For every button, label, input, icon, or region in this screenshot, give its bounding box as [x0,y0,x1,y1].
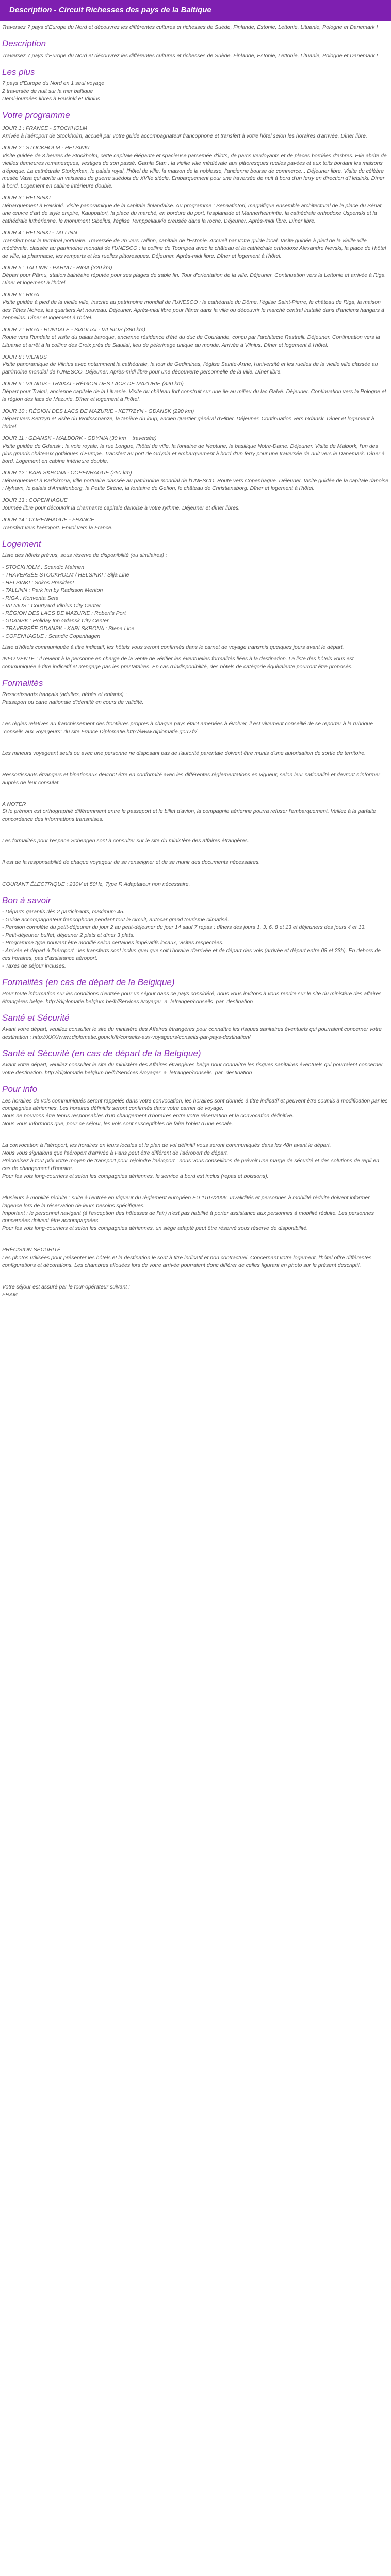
page-title: Description - Circuit Richesses des pays de la Baltique [0,0,391,21]
pourinfo-line: Pour les vols long-courriers et selon les compagnies aériennes, le service à bord est inclus (repas et boissons). [2,1173,269,1179]
pourinfo-line: La convocation à l'aéroport, les horaires en leurs locales et le plan de vol définitif vous seront communiqués dans les 48h avant le départ. [2,1142,331,1149]
pourinfo-line: Plusieurs à mobilité réduite : suite à l'entrée en vigueur du règlement européen EU 1107/2006, Invalidités et personnes à mobilité réduite doivent informer l'agence lors de la réservation de leurs besoins spécifiques. [2,1194,370,1209]
bonasavoir-line: - Départs garantis dès 2 participants, maximum 45. [2,909,125,916]
day-title: JOUR 13 : COPENHAGUE [2,497,68,504]
day-title: JOUR 10 : RÉGION DES LACS DE MAZURIE - KETRZYN - GDANSK (290 km) [2,408,194,414]
day-text: Départ pour Pärnu, station balnéaire réputée pour ses plages de sable fin. Tour d'orientation de la ville. Déjeuner. Continuation vers la Lettonie et arrivée à Riga. Dîner et logement à l'hôtel. [2,272,386,286]
day-text: Débarquement à Helsinki. Visite panoramique de la capitale finlandaise. Au programme : Senaatintori, magnifique ensemble architectural de la place du Sénat, une œuvre d'art de style empire, Kauppatori, la place du marché, en bordure du port, l'esplanade et Mannerheimintie, la cathédrale orthodoxe Uspenski et la cathédrale luthérienne, le monument Sibelius, l'église Temppeliaukio creusée dans la roche. Déjeuner. Après-midi libre. Dîner libre. [2,202,383,224]
day-title: JOUR 12 : KARLSKRONA - COPENHAGUE (250 km) [2,470,132,477]
formalites-line: Les règles relatives au franchissement des frontières propres à chaque pays étant amenées à évoluer, il est vivement conseillé de se reporter à la rubrique "conseils aux voyageurs" du site France Diplomatie.http://www.diplomatie.gouv.fr/ [2,720,373,735]
day-text: Visite guidée de Gdansk : la voie royale, la rue Longue, l'hôtel de ville, la fontaine de Neptune, la basilique Notre-Dame. Déjeuner. Visite de Malbork, l'un des plus grands châteaux gothiques d'Europe. Transfert au port de Gdynia et embarquement à bord d'un ferry pour une traversée de nuit vers le Danemark. Dîner à bord. Logement en cabine intérieure double. [2,443,385,465]
formalites-be-heading: Formalités (en cas de départ de la Belgique) [2,977,175,987]
formalites-line: Les formalités pour l'espace Schengen sont à consulter sur le site du ministère des affaires étrangères. [2,838,249,844]
day-text: Journée libre pour découvrir la charmante capitale danoise à votre rythme. Déjeuner et dîner libres. [2,504,240,511]
hotel-item: - COPENHAGUE : Scandic Copenhagen [2,633,101,640]
pourinfo-line: Nous ne pouvons être tenus responsables d'un changement d'horaires entre votre réservation et la convocation définitive. [2,1113,294,1120]
spacer [2,1133,389,1137]
pourinfo-line: Pour les vols long-courriers et selon les compagnies aériennes, un siège adapté peut être réservé sous réserve de disponibilité. [2,1225,308,1232]
hotel-list [2,564,389,640]
day-title: JOUR 8 : VILNIUS [2,353,47,360]
formalites-line: Il est de la responsabilité de chaque voyageur de se renseigner et de se munir des documents nécessaires. [2,859,260,866]
hotel-item: - VILNIUS : Courtyard Vilnius City Center [2,602,101,609]
day-title: JOUR 3 : HELSINKI [2,195,51,201]
pourinfo-line: PRÉCISION SÉCURITÉ [2,1247,61,1253]
spacer [2,1238,389,1241]
bonasavoir-heading: Bon à savoir [2,895,51,905]
pourinfo-lines [2,1097,389,1299]
formalites-line: Passeport ou carte nationale d'identité en cours de validité. [2,699,144,706]
day-text: Transfert vers l'aéroport. Envol vers la France. [2,524,113,531]
logement-heading: Logement [2,538,41,549]
day-title: JOUR 14 : COPENHAGUE - FRANCE [2,516,95,523]
hotel-item: - GDANSK : Holiday Inn Gdansk City Center [2,618,109,624]
pourinfo-heading: Pour info [2,1084,38,1094]
description-heading: Description [2,39,46,49]
spacer [2,872,389,875]
logement-intro: Liste des hôtels prévus, sous réserve de disponibilité (ou similaires) : [2,552,167,559]
plus-item: 7 pays d'Europe du Nord en 1 seul voyage [2,80,105,87]
day-title: JOUR 1 : FRANCE - STOCKHOLM [2,125,87,131]
day-title: JOUR 4 : HELSINKI - TALLINN [2,229,77,236]
spacer [2,762,389,766]
day-title: JOUR 11 : GDANSK - MALBORK - GDYNIA (30 km + traversée) [2,435,157,442]
formalites-heading: Formalités [2,677,43,688]
bonasavoir-line: - Arrivée et départ à l'aéroport : les transferts sont inclus quel que soit l'horaire d'arrivée et de départ des vols (arrivée et départ entre 08 et 23h). En dehors de ces horaires, pas d'assistance aéroport. [2,947,381,961]
spacer [2,741,389,744]
plus-heading: Les plus [2,66,35,77]
spacer [2,711,389,715]
bonasavoir-line: - Taxes de séjour incluses. [2,962,66,969]
formalites-be-text: Pour toute information sur les conditions d'entrée pour un séjour dans ce pays considéré, nous vous invitons à vous rendre sur le site du ministère des affaires étrangères belge. http://diplomatie.belgium.be/fr/Services /voyager_a_letranger/conseils_par_destination [2,990,382,1005]
pourinfo-line: Votre séjour est assuré par le tour-opérateur suivant : [2,1283,131,1290]
pourinfo-line: FRAM [2,1291,18,1298]
formalites-line: Ressortissants français (adultes, bébés et enfants) : [2,691,127,698]
sante-be-heading: Santé et Sécurité (en cas de départ de la Belgique) [2,1048,201,1058]
hotel-item: - RÉGION DES LACS DE MAZURIE : Robert's Port [2,610,126,617]
plus-list [2,80,389,103]
bonasavoir-line: - Guide accompagnateur francophone pendant tout le circuit, autocar grand tourisme climatisé. [2,917,230,923]
formalites-lines [2,691,389,888]
day-text: Départ pour Trakai, ancienne capitale de la Lituanie. Visite du château fort construit sur une île au milieu du lac Galvé. Déjeuner. Continuation vers la Pologne et la région des lacs de Mazurie. Dîner et logement à l'hôtel. [2,388,386,403]
pourinfo-line: Les photos utilisées pour présenter les hôtels et la destination le sont à titre indicatif et non contractuel. Concernant votre logement, l'hôtel offre différentes configurations et décorations. Les chambres allouées lors de votre arrivée pourraient donc différer de celles figurant en photo sur le présent descriptif. [2,1255,372,1269]
pourinfo-line: Important : le personnel navigant (à l'exception des hôtesses de l'air) n'est pas habilité à porter assistance aux personnes à mobilité réduite. Les personnes concernées doivent être accompagnées. [2,1210,374,1224]
sante-heading: Santé et Sécurité [2,1012,70,1023]
plus-item: Demi-journées libres à Helsinki et Vilnius [2,95,101,102]
spacer [2,1275,389,1278]
day-text: Débarquement à Karlskrona, ville portuaire classée au patrimoine mondial de l'UNESCO. Route vers Copenhague. Déjeuner. Visite guidée de la capitale danoise : Nyhavn, le palais d'Amalienborg, la Petite Sirène, la fontaine de Gefion, le château de Christiansborg. Dîner et logement à l'hôtel. [2,478,389,492]
hotel-item: - RIGA : Konventa Seta [2,595,59,601]
hotel-item: - TRAVERSÉE STOCKHOLM / HELSINKI : Silja Line [2,571,129,578]
description-text: Traversez 7 pays d'Europe du Nord et découvrez les différentes cultures et richesses de Suède, Finlande, Estonie, Lettonie, Lituanie, Pologne et Danemark ! [2,52,378,59]
day-title: JOUR 9 : VILNIUS - TRAKAI - RÉGION DES LACS DE MAZURIE (320 km) [2,381,184,387]
plus-item: 2 traversée de nuit sur la mer baltique [2,88,93,94]
formalites-line: Les mineurs voyageant seuls ou avec une personne ne disposant pas de l'autorité parentale doivent être munis d'une autorisation de sortie de territoire. [2,750,366,756]
hotel-item: - TRAVERSÉE GDANSK - KARLSKRONA : Stena Line [2,625,135,632]
formalites-line: A NOTER [2,801,26,807]
programme-heading: Votre programme [2,110,70,120]
bonasavoir-line: - Petit-déjeuner buffet, déjeuner 2 plats et dîner 3 plats. [2,932,135,939]
programme-days [2,125,389,532]
day-text: Transfert pour le terminal portuaire. Traversée de 2h vers Tallinn, capitale de l'Estonie. Accueil par votre guide local. Visite guidée à pied de la vieille ville médiévale, classée au patrimoine mondial de l'UNESCO : la colline de Toompea avec le château et la cathédrale orthodoxe Alexandre Nevski, la place de l'hôtel de ville, la pharmacie, les remparts et les ruelles pittoresques. Déjeuner. Après-midi libre. Dîner et logement à l'hôtel. [2,237,386,259]
spacer [2,792,389,795]
day-text: Visite guidée de 3 heures de Stockholm, cette capitale élégante et spacieuse parsemée d'îlots, de parcs verdoyants et de places bordées d'arbres. Elle abrite de vieilles demeures romanesques, vestiges de son passé. Gamla Stan : la vieille ville médiévale aux pittoresques ruelles pavées et aux toits bordant les maisons d'époque. La cathédrale Storkyrkan, le palais royal, l'hôtel de ville, la maison de la noblesse, l'ancienne bourse de commerce... Déjeuner libre. Visite du célèbre musée Vasa qui abrite un vaisseau de guerre suédois du XVIIe siècle. Embarquement pour une traversée de nuit à bord d'un ferry en direction d'Helsinki. Dîner à bord. Logement en cabine intérieure double. [2,152,387,190]
logement-info: INFO VENTE : Il revient à la personne en charge de la vente de vérifier les éventuelles formalités liées à la destination. La liste des hôtels vous est communiquée à titre indicatif et n'engage pas les prestataires. En cas d'indisponibilité, des hôtels de catégorie équivalente pourront être proposés. [2,655,354,670]
intro-text: Traversez 7 pays d'Europe du Nord et découvrez les différentes cultures et richesses de Suède, Finlande, Estonie, Lettonie, Lituanie, Pologne et Danemark ! [2,24,378,31]
pourinfo-line: Les horaires de vols communiqués seront rappelés dans votre convocation, les horaires sont donnés à titre indicatif et peuvent être soumis à modification par les compagnies aériennes. Les horaires définitifs seront confirmés dans votre carnet de voyage. [2,1097,388,1112]
formalites-line: Si le prénom est orthographié différemment entre le passeport et le billet d'avion, la compagnie aérienne pourra refuser l'embarquement. Veillez à la parfaite concordance des informations transmises. [2,808,377,823]
spacer [2,829,389,832]
formalites-line: Ressortissants étrangers et binationaux devront être en conformité avec les différentes réglementations en vigueur, selon leur nationalité et devront s'informer auprès de leur consulat. [2,771,380,786]
day-text: Visite guidée à pied de la vieille ville, inscrite au patrimoine mondial de l'UNESCO : la cathédrale du Dôme, l'église Saint-Pierre, le château de Riga, la maison des Têtes Noires, les quartiers Art nouveau. Déjeuner. Après-midi libre pour flâner dans la ville ou découvrir le marché central installé dans d'anciens hangars à zeppelins. Dîner et logement à l'hôtel. [2,299,384,321]
hotel-item: - STOCKHOLM : Scandic Malmen [2,564,85,570]
day-text: Visite panoramique de Vilnius avec notamment la cathédrale, la tour de Gediminas, l'église Sainte-Anne, l'université et les ruelles de la vieille ville classée au patrimoine mondial de l'UNESCO. Déjeuner. Après-midi libre pour une découverte personnelle de la ville. Dîner libre. [2,361,378,376]
day-title: JOUR 2 : STOCKHOLM - HELSINKI [2,144,90,151]
spacer [2,851,389,854]
pourinfo-line: Préconisez à tout prix votre moyen de transport pour rejoindre l'aéroport : nous vous conseillons de prévoir une marge de sécurité et des solutions de repli en cas de changement d'horaire. [2,1158,379,1172]
spacer [2,1185,389,1189]
day-title: JOUR 5 : TALLINN - PÄRNU - RIGA (320 km) [2,264,112,271]
formalites-line: COURANT ÉLECTRIQUE : 230V et 50Hz, Type F. Adaptateur non nécessaire. [2,881,190,888]
day-text: Départ vers Ketrzyn et visite du Wolfsschanze, la tanière du loup, ancien quartier général d'Hitler. Déjeuner. Continuation vers Gdansk. Dîner et logement à l'hôtel. [2,415,374,430]
day-title: JOUR 6 : RIGA [2,292,39,298]
pourinfo-line: Nous vous signalons que l'aéroport d'arrivée à Paris peut être différent de l'aéroport de départ. [2,1150,229,1157]
bonasavoir-lines [2,908,389,970]
day-text: Arrivée à l'aéroport de Stockholm, accueil par votre guide accompagnateur francophone et transfert à votre hôtel selon les horaires d'arrivée. Dîner libre. [2,132,367,139]
day-title: JOUR 7 : RIGA - RUNDALE - SIAULIAI - VILNIUS (380 km) [2,326,145,333]
hotel-item: - TALLINN : Park Inn by Radisson Meriton [2,587,103,594]
pourinfo-line: Nous vous informons que, pour ce séjour, les vols sont susceptibles de faire l'objet d'une escale. [2,1121,233,1127]
hotel-item: - HELSINKI : Sokos President [2,579,74,586]
sante-text: Avant votre départ, veuillez consulter le site du ministère des Affaires étrangères pour connaître les risques sanitaires éventuels qui pourraient concerner votre destination : http://XXX/www.diplomatie.gouv.fr/fr/conseils-aux-voyageurs/conseils-par-pays-destination/ [2,1026,382,1041]
bonasavoir-line: - Pension complète du petit-déjeuner du jour 2 au petit-déjeuner du jour 14 sauf 7 repas : dîners des jours 1, 3, 6, 8 et 13 et déjeuners des jours 4 et 13. [2,924,366,931]
content [0,21,391,1299]
logement-note: Liste d'hôtels communiquée à titre indicatif, les hôtels vous seront confirmés dans le carnet de voyage transmis quelques jours avant le départ. [2,644,344,651]
sante-be-text: Avant votre départ, veuillez consulter le site du ministère des Affaires étrangères belge pour connaître les risques sanitaires éventuels qui pourraient concerner votre destination. http://diplomatie.belgium.be/fr/Services /voyager_a_letranger/conseils_par_destination [2,1062,383,1076]
day-text: Route vers Rundale et visite du palais baroque, ancienne résidence d'été du duc de Courlande, conçu par l'architecte Rastrelli. Déjeuner. Continuation vers la Lituanie et arrêt à la colline des Croix près de Siauliai, lieu de pèlerinage unique au monde. Arrivée à Vilnius. Dîner et logement à l'hôtel. [2,334,380,348]
bonasavoir-line: - Programme type pouvant être modifié selon certaines impératifs locaux, visites respectées. [2,939,224,946]
